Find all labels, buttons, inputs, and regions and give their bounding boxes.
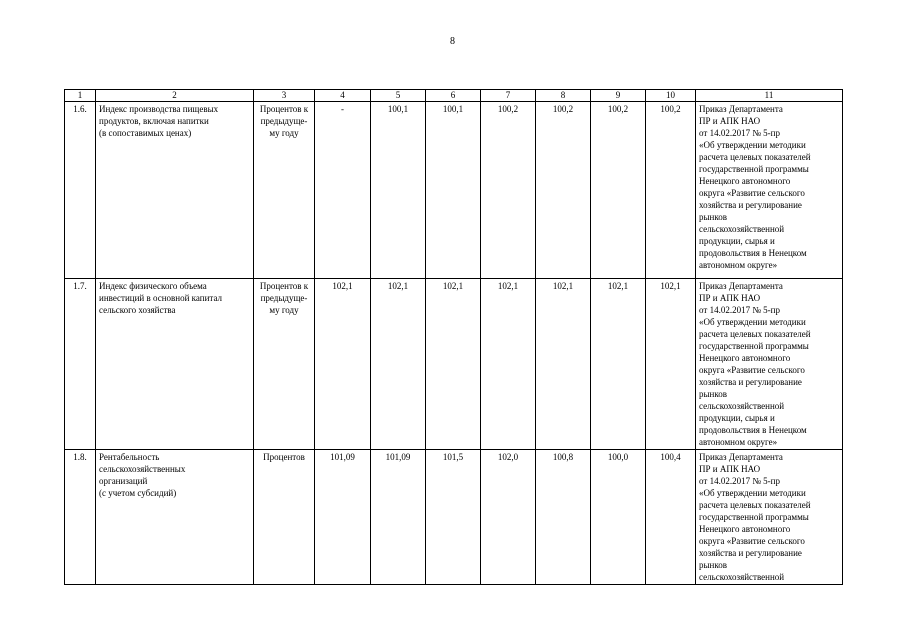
column-header: 2 xyxy=(96,90,254,102)
name-line: Индекс физического объема xyxy=(99,281,207,291)
value-cell: 102,1 xyxy=(426,279,481,450)
ref-line: Ненецкого автономного xyxy=(699,176,791,186)
ref-line: округа «Развитие сельского xyxy=(699,536,805,546)
value-cell: 100,1 xyxy=(371,102,426,279)
table-row xyxy=(65,279,843,450)
name-line: сельского хозяйства xyxy=(99,305,176,315)
ref-line: сельскохозяйственной xyxy=(699,401,785,411)
value-cell: 102,1 xyxy=(591,279,646,450)
ref-line: «Об утверждении методики xyxy=(699,317,806,327)
ref-line: продовольствия в Ненецком xyxy=(699,248,807,258)
reference-cell xyxy=(696,279,843,450)
value-cell: 102,0 xyxy=(481,450,536,585)
ref-line: государственной программы xyxy=(699,341,809,351)
ref-line: рынков xyxy=(699,212,728,222)
row-number: 1.8. xyxy=(65,450,96,585)
value-cell: 100,0 xyxy=(591,450,646,585)
ref-line: округа «Развитие сельского xyxy=(699,188,805,198)
column-header: 4 xyxy=(315,90,371,102)
ref-line: хозяйства и регулирование xyxy=(699,548,802,558)
name-line: Рентабельность xyxy=(99,452,160,462)
unit-line: Процентов к xyxy=(259,281,309,291)
name-line: (в сопоставимых ценах) xyxy=(99,128,192,138)
column-header: 11 xyxy=(696,90,843,102)
indicator-name xyxy=(96,102,254,279)
table-row xyxy=(65,102,843,279)
value-cell: 102,1 xyxy=(646,279,696,450)
column-header: 10 xyxy=(646,90,696,102)
row-number: 1.7. xyxy=(65,279,96,450)
ref-line: «Об утверждении методики xyxy=(699,140,806,150)
value-cell: 102,1 xyxy=(536,279,591,450)
reference-cell xyxy=(696,450,843,585)
ref-line: государственной программы xyxy=(699,164,809,174)
name-line: организаций xyxy=(99,476,148,486)
page-number: 8 xyxy=(450,36,455,47)
name-line: (с учетом субсидий) xyxy=(99,488,177,498)
ref-line: от 14.02.2017 № 5-пр xyxy=(699,476,780,486)
ref-line: хозяйства и регулирование xyxy=(699,200,802,210)
value-cell: 102,1 xyxy=(481,279,536,450)
ref-line: «Об утверждении методики xyxy=(699,488,806,498)
ref-line: государственной программы xyxy=(699,512,809,522)
ref-line: расчета целевых показателей xyxy=(699,500,811,510)
indicator-name xyxy=(96,450,254,585)
ref-line: Ненецкого автономного xyxy=(699,353,791,363)
ref-line: продовольствия в Ненецком xyxy=(699,425,807,435)
ref-line: продукции, сырья и xyxy=(699,236,775,246)
unit-line: предыдуще- xyxy=(260,293,308,303)
column-header: 7 xyxy=(481,90,536,102)
indicator-name xyxy=(96,279,254,450)
ref-line: ПР и АПК НАО xyxy=(699,293,761,303)
ref-line: расчета целевых показателей xyxy=(699,152,811,162)
row-number: 1.6. xyxy=(65,102,96,279)
ref-line: автономном округе» xyxy=(699,437,778,447)
value-cell: 100,4 xyxy=(646,450,696,585)
column-header: 8 xyxy=(536,90,591,102)
value-cell: 102,1 xyxy=(315,279,371,450)
column-header: 3 xyxy=(254,90,315,102)
ref-line: сельскохозяйственной xyxy=(699,572,785,582)
indicators-table xyxy=(64,89,843,585)
ref-line: расчета целевых показателей xyxy=(699,329,811,339)
table-row xyxy=(65,450,843,585)
ref-line: сельскохозяйственной xyxy=(699,224,785,234)
column-header: 6 xyxy=(426,90,481,102)
ref-line: ПР и АПК НАО xyxy=(699,464,761,474)
unit-line: предыдуще- xyxy=(260,116,308,126)
ref-line: хозяйства и регулирование xyxy=(699,377,802,387)
unit-line: Процентов к xyxy=(259,104,309,114)
name-line: сельскохозяйственных xyxy=(99,464,186,474)
value-cell: 100,1 xyxy=(426,102,481,279)
ref-line: округа «Развитие сельского xyxy=(699,365,805,375)
value-cell: - xyxy=(315,102,371,279)
unit-cell xyxy=(254,279,315,450)
value-cell: 100,8 xyxy=(536,450,591,585)
ref-line: продукции, сырья и xyxy=(699,413,775,423)
ref-line: рынков xyxy=(699,389,728,399)
column-header: 5 xyxy=(371,90,426,102)
value-cell: 100,2 xyxy=(646,102,696,279)
ref-line: от 14.02.2017 № 5-пр xyxy=(699,128,780,138)
value-cell: 101,5 xyxy=(426,450,481,585)
value-cell: 101,09 xyxy=(315,450,371,585)
value-cell: 100,2 xyxy=(536,102,591,279)
value-cell: 100,2 xyxy=(591,102,646,279)
column-number-row xyxy=(65,90,843,102)
column-header: 9 xyxy=(591,90,646,102)
value-cell: 102,1 xyxy=(371,279,426,450)
ref-line: Приказ Департамента xyxy=(699,452,783,462)
ref-line: рынков xyxy=(699,560,728,570)
ref-line: автономном округе» xyxy=(699,260,778,270)
unit-line: му году xyxy=(269,128,299,138)
value-cell: 100,2 xyxy=(481,102,536,279)
ref-line: от 14.02.2017 № 5-пр xyxy=(699,305,780,315)
name-line: инвестиций в основной капитал xyxy=(99,293,223,303)
name-line: продуктов, включая напитки xyxy=(99,116,209,126)
unit-line: Процентов xyxy=(263,452,305,462)
ref-line: Приказ Департамента xyxy=(699,104,783,114)
column-header: 1 xyxy=(65,90,96,102)
unit-cell xyxy=(254,102,315,279)
ref-line: ПР и АПК НАО xyxy=(699,116,761,126)
ref-line: Ненецкого автономного xyxy=(699,524,791,534)
unit-cell xyxy=(254,450,315,585)
name-line: Индекс производства пищевых xyxy=(99,104,219,114)
reference-cell xyxy=(696,102,843,279)
ref-line: Приказ Департамента xyxy=(699,281,783,291)
value-cell: 101,09 xyxy=(371,450,426,585)
unit-line: му году xyxy=(269,305,299,315)
